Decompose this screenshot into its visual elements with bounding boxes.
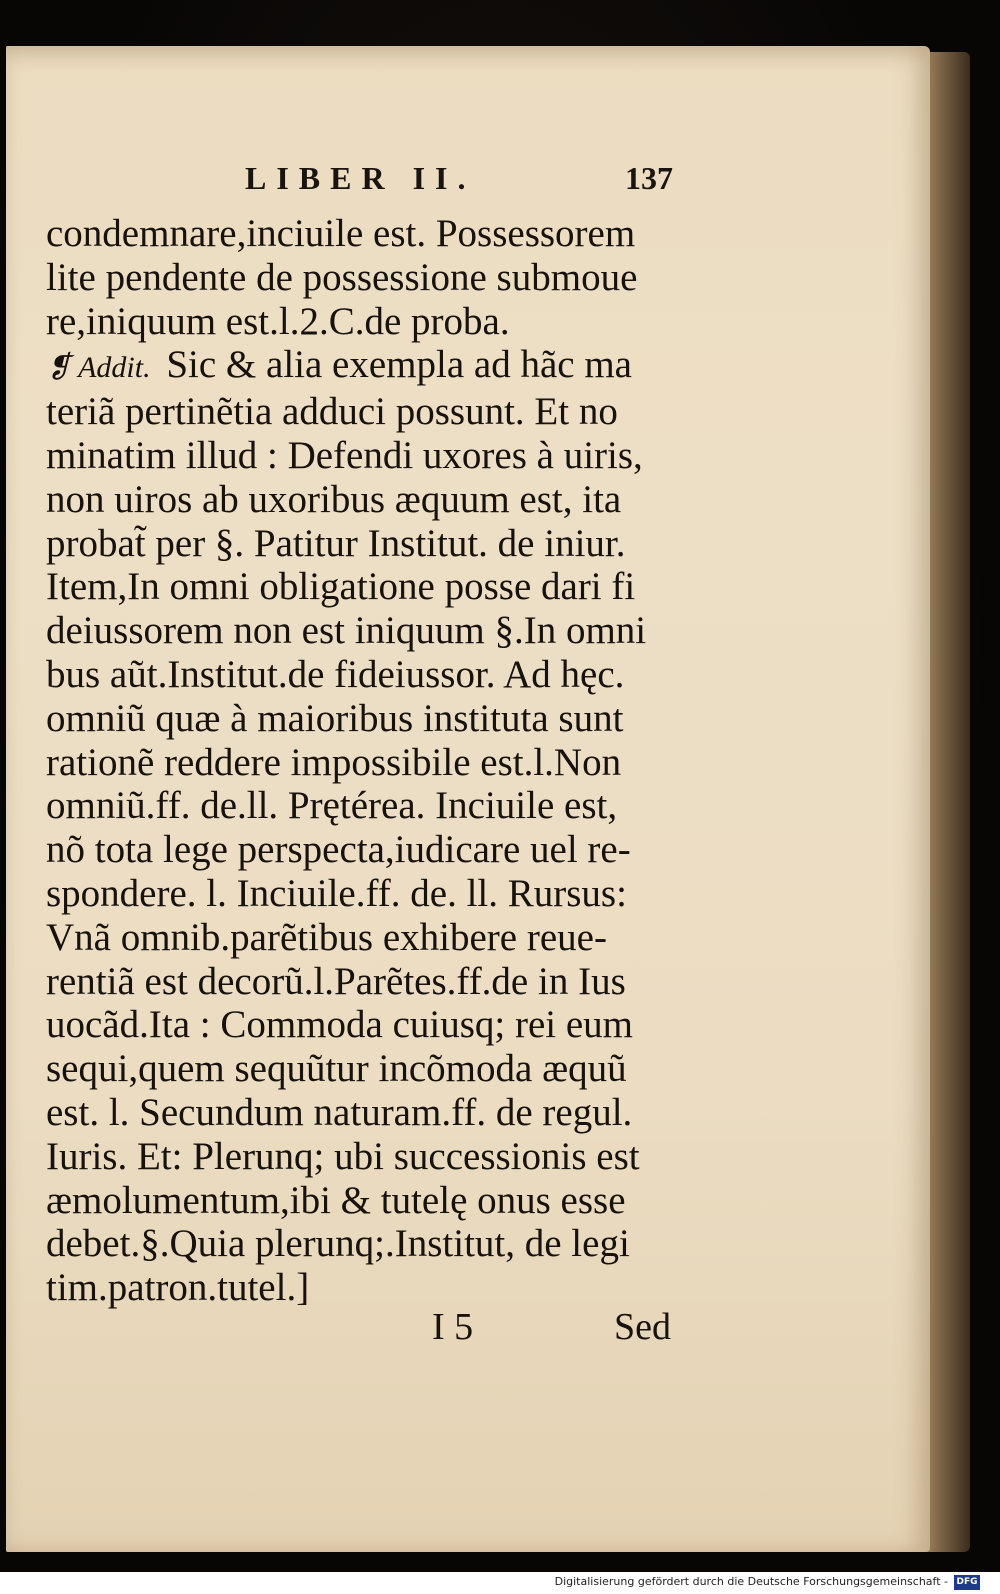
text-line: bus aũt.Institut.de fideiussor. Ad hęc. bbox=[46, 652, 625, 696]
page-number: 137 bbox=[625, 160, 673, 196]
text-line: probat̃ per §. Patitur Institut. de iniur. bbox=[46, 521, 626, 565]
text-line: condemnare,inciuile est. Possessorem bbox=[46, 212, 636, 255]
body-text bbox=[46, 212, 696, 1310]
text-line: nõ tota lege perspecta,iudicare uel re- bbox=[46, 828, 631, 872]
text-line-addit bbox=[46, 343, 696, 390]
text-line: Item,In omni obligatione posse dari fi bbox=[46, 565, 636, 609]
text-line: Vnã omnib.parẽtibus exhibere reue- bbox=[46, 915, 607, 959]
page-footer bbox=[0, 1305, 1000, 1349]
text-line: deiussorem non est iniquum §.In omni bbox=[46, 609, 647, 653]
text-line: debet.§.Quia plerunq;.Institut, de legi bbox=[46, 1222, 630, 1266]
text-line: spondere. l. Inciuile.ff. de. ll. Rursus: bbox=[46, 871, 627, 915]
text-line: uocãd.Ita : Commoda cuiusq; rei eum bbox=[46, 1003, 634, 1047]
signature-mark: I 5 bbox=[432, 1306, 474, 1348]
text-line: est. l. Secundum naturam.ff. de regul. bbox=[46, 1090, 633, 1134]
text-line: non uiros ab uxoribus æquum est, ita bbox=[46, 477, 622, 521]
text-line: sequi,quem sequũtur incõmoda æquũ bbox=[46, 1047, 627, 1091]
text-line: teriã pertinẽtia adduci possunt. Et no bbox=[46, 390, 618, 434]
dfg-logo-icon: DFG bbox=[954, 1575, 980, 1590]
running-head: LIBER II. bbox=[245, 160, 476, 196]
text-line: rationẽ reddere impossibile est.l.Non bbox=[46, 740, 622, 784]
catchword: Sed bbox=[614, 1306, 671, 1348]
page-header bbox=[0, 160, 1000, 200]
addit-marker: ❡ Addit. bbox=[46, 351, 151, 385]
text-line: re,iniquum est.l.2.C.de proba. bbox=[46, 299, 510, 343]
text-line: minatim illud : Defendi uxores à uiris, bbox=[46, 433, 643, 477]
text-line: omniũ quæ à maioribus instituta sunt bbox=[46, 696, 624, 740]
text-line: Iuris. Et: Plerunq; ubi successionis est bbox=[46, 1134, 640, 1178]
credit-bar bbox=[0, 1572, 1000, 1594]
text-line: Sic & alia exempla ad hãc ma bbox=[166, 343, 632, 387]
text-line: rentiã est decorũ.l.Parẽtes.ff.de in Ius bbox=[46, 959, 626, 1003]
text-line: lite pendente de possessione submoue bbox=[46, 255, 638, 299]
credit-text: Digitalisierung gefördert durch die Deutsche Forschungsgemeinschaft - bbox=[554, 1575, 948, 1588]
text-line: æmolumentum,ibi & tutelę onus esse bbox=[46, 1178, 626, 1222]
text-line: omniũ.ff. de.ll. Prętérea. Inciuile est, bbox=[46, 784, 618, 828]
text-line: tim.patron.tutel.] bbox=[46, 1266, 310, 1310]
